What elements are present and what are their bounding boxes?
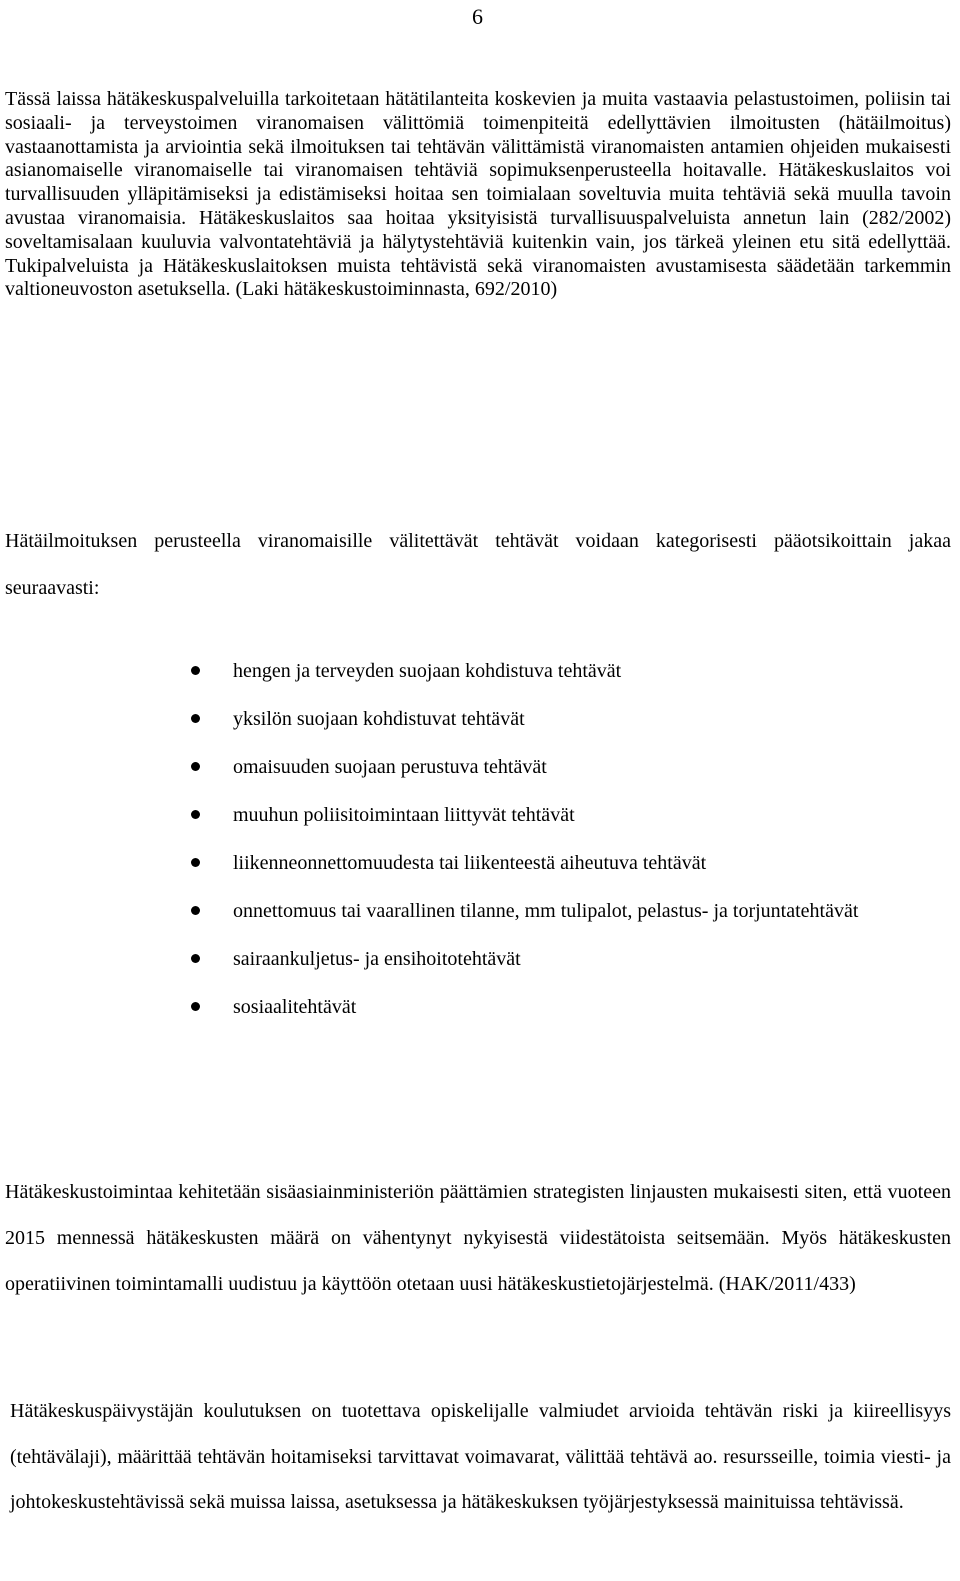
- list-item: [0, 840, 951, 887]
- list-item-text: sairaankuljetus- ja ensihoitotehtävät: [233, 948, 521, 970]
- list-item-text: liikenneonnettomuudesta tai liikenteestä aiheutuva tehtävät: [233, 852, 707, 874]
- paragraph-task-categories-intro: Hätäilmoituksen perusteella viranomaisille välitettävät tehtävät voidaan kategorisesti pääotsikoittain jakaa seuraavasti:: [5, 530, 951, 599]
- bullet-icon: [191, 954, 200, 963]
- bullet-icon: [191, 666, 200, 675]
- list-item: [0, 648, 951, 695]
- bullet-icon: [191, 810, 200, 819]
- list-item: [0, 936, 951, 983]
- list-item-text: omaisuuden suojaan perustuva tehtävät: [233, 756, 547, 778]
- list-item-text: onnettomuus tai vaarallinen tilanne, mm tulipalot, pelastus- ja torjuntatehtävät: [233, 900, 859, 922]
- bullet-icon: [191, 906, 200, 915]
- list-item-text: yksilön suojaan kohdistuvat tehtävät: [233, 708, 525, 730]
- list-item: [0, 696, 951, 743]
- bullet-icon: [191, 1002, 200, 1011]
- list-item: [0, 888, 951, 935]
- list-item-text: sosiaalitehtävät: [233, 996, 357, 1018]
- bullet-icon: [191, 714, 200, 723]
- list-item: [0, 984, 951, 1031]
- bullet-icon: [191, 858, 200, 867]
- list-item: [0, 792, 951, 839]
- paragraph-emergency-services-law: Tässä laissa hätäkeskuspalveluilla tarkoitetaan hätätilanteita koskevien ja muita vastaavia pelastustoimen, poliisin tai sosiaali- ja terveystoimen viranomaisen välittömiä toimenpiteitä edellyttävien ilmoitusten (hätäilmoitus) vastaanottamista ja arviointia sekä ilmoituksen tai tehtävän välittämistä viranomaisten antamien ohjeiden mukaisesti asianomaiselle viranomaiselle tai viranomaisen tehtäviä sopimuksenperusteella hoitavalle. Hätäkeskuslaitos voi turvallisuuden ylläpitämiseksi ja edistämiseksi hoitaa sen toimialaan soveltuvia muita tehtäviä sekä muulla tavoin avustaa viranomaisia. Hätäkeskuslaitos saa hoitaa yksityisistä turvallisuuspalveluista annetun lain (282/2002) soveltamisalaan kuuluvia valvontatehtäviä ja hälytystehtäviä kuitenkin vain, jos tärkeä yleinen etu sitä edellyttää. Tukipalveluista ja Hätäkeskuslaitoksen muista tehtävistä sekä viranomaisten avustamisesta säädetään tarkemmin valtioneuvoston asetuksella. (Laki hätäkeskustoiminnasta, 692/2010): [5, 88, 951, 301]
- list-item-text: muuhun poliisitoimintaan liittyvät tehtävät: [233, 804, 575, 826]
- paragraph-strategy: Hätäkeskustoimintaa kehitetään sisäasiainministeriön päättämien strategisten linjausten mukaisesti siten, että vuoteen 2015 mennessä hätäkeskusten määrä on vähentynyt nykyisestä viidestätoista seitsemään. Myös hätäkeskusten operatiivinen toimintamalli uudistuu ja käyttöön otetaan uusi hätäkeskustietojärjestelmä. (HAK/2011/433): [5, 1181, 951, 1295]
- paragraph-training: Hätäkeskuspäivystäjän koulutuksen on tuotettava opiskelijalle valmiudet arvioida tehtävän riski ja kiireellisyys (tehtävälaji), määrittää tehtävän hoitamiseksi tarvittavat voimavarat, välittää tehtävä ao. resursseille, toimia viesti- ja johtokeskustehtävissä sekä muissa laissa, asetuksessa ja hätäkeskuksen työjärjestyksessä mainituissa tehtävissä.: [10, 1400, 951, 1513]
- task-category-list: [0, 648, 951, 1032]
- list-item-text: hengen ja terveyden suojaan kohdistuva tehtävät: [233, 660, 622, 682]
- list-item: [0, 744, 951, 791]
- page-number: 6: [472, 4, 483, 29]
- bullet-icon: [191, 762, 200, 771]
